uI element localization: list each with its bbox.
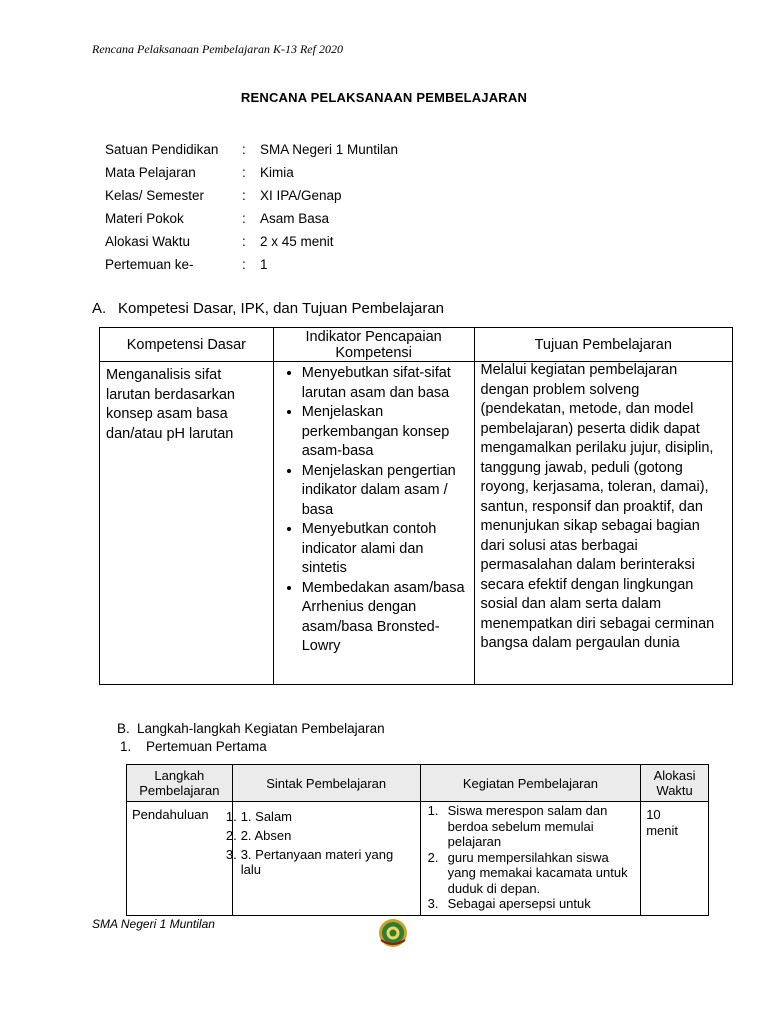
sintak-cell — [232, 802, 420, 916]
school-logo-icon — [377, 918, 409, 948]
section-b-heading — [117, 721, 385, 736]
ipk-cell — [273, 362, 474, 685]
subsection-heading — [120, 739, 267, 754]
item-text: Siswa merespon salam dan berdoa sebelum memulai pelajaran — [447, 803, 608, 849]
info-label: Materi Pokok — [105, 211, 184, 226]
tujuan-cell — [474, 362, 733, 685]
item-number: 1. — [427, 803, 439, 818]
table-row — [127, 802, 709, 916]
ipk-list — [280, 364, 468, 657]
header-ipk: Indikator Pencapaian Kompetensi — [273, 328, 474, 362]
info-value: Asam Basa — [260, 211, 330, 226]
item-number: 3. — [427, 896, 439, 911]
tujuan-text: Melalui kegiatan pembelajaran dengan problem solveng (pendekatan, metode, dan model pembelajaran) peserta didik dapat mengamalkan perilaku jujur, disiplin, tanggung jawab, peduli (gotong royong, kerjasama, toleran, damai), santun, responsif dan proaktif, dan menunjukan sikap sebagai bagian dari solusi atas berbagai permasalahan dalam berinteraksi secara efektif dengan lingkungan sosial dan alam serta dalam menempatkan diri sebagai cerminan bangsa dalam pergaulan dunia — [480, 362, 715, 651]
activity-table — [126, 764, 709, 916]
header-langkah: Langkah Pembelajaran — [127, 765, 233, 802]
info-colon: : — [242, 211, 246, 226]
table-header-row — [127, 765, 709, 802]
page-title: RENCANA PELAKSANAAN PEMBELAJARAN — [240, 90, 528, 105]
running-footer: SMA Negeri 1 Muntilan — [92, 917, 215, 931]
header-sintak: Sintak Pembelajaran — [232, 765, 420, 802]
alokasi-text: 10 menit — [646, 807, 678, 838]
list-item: • Menjelaskan pengertian indikator dalam asam / basa — [302, 462, 468, 521]
info-colon: : — [242, 188, 246, 203]
list-item: • Menjelaskan perkembangan konsep asam-basa — [302, 403, 468, 462]
header-kd: Kompetensi Dasar — [100, 328, 274, 362]
item-text: Sebagai apersepsi untuk — [447, 896, 591, 911]
langkah-numbers — [226, 807, 237, 864]
list-item: • Menyebutkan sifat-sifat larutan asam dan basa — [302, 364, 468, 403]
section-a-heading — [92, 300, 444, 317]
langkah-num: 2. — [225, 828, 237, 843]
subsection-number: 1. — [120, 739, 132, 754]
item-number: 2. — [427, 849, 439, 865]
list-item: • Membedakan asam/basa Arrhenius dengan asam/basa Bronsted-Lowry — [302, 579, 468, 657]
info-label: Alokasi Waktu — [105, 234, 191, 249]
info-value: SMA Negeri 1 Muntilan — [260, 142, 399, 157]
info-colon: : — [242, 165, 246, 180]
sintak-item: 3. Pertanyaan materi yang lalu — [240, 847, 394, 877]
table-header-row — [100, 328, 733, 362]
running-header: Rencana Pelaksanaan Pembelajaran K-13 Ref 2020 — [92, 42, 343, 56]
langkah-text: Pendahuluan — [132, 807, 209, 822]
info-value: 1 — [260, 257, 268, 272]
list-item — [426, 850, 636, 897]
list-item — [426, 896, 636, 912]
section-title: Kompetesi Dasar, IPK, dan Tujuan Pembelajaran — [118, 300, 445, 317]
langkah-num: 1. — [225, 809, 237, 824]
alokasi-cell — [641, 802, 709, 916]
info-label: Satuan Pendidikan — [105, 142, 219, 157]
info-label: Pertemuan ke- — [105, 257, 194, 272]
kegiatan-cell — [420, 802, 641, 916]
section-number: A. — [92, 300, 107, 317]
section-number: B. — [117, 721, 130, 736]
list-item: • Menyebutkan contoh indicator alami dan sintetis — [302, 520, 468, 579]
info-value: 2 x 45 menit — [260, 234, 334, 249]
sintak-item: 2. Absen — [240, 828, 292, 843]
kd-cell — [100, 362, 274, 685]
info-value: XI IPA/Genap — [260, 188, 342, 203]
item-text: guru mempersilahkan siswa yang memakai kacamata untuk duduk di depan. — [447, 849, 628, 896]
info-colon: : — [242, 257, 246, 272]
subsection-title: Pertemuan Pertama — [146, 739, 267, 754]
langkah-num: 3. — [225, 847, 237, 862]
competency-table — [99, 327, 733, 685]
info-value: Kimia — [260, 165, 294, 180]
info-colon: : — [242, 234, 246, 249]
header-alokasi: Alokasi Waktu — [641, 765, 709, 802]
sintak-item: 1. Salam — [240, 809, 293, 824]
header-kegiatan: Kegiatan Pembelajaran — [420, 765, 641, 802]
info-colon: : — [242, 142, 246, 157]
info-label: Kelas/ Semester — [105, 188, 205, 203]
kd-text: Menganalisis sifat larutan berdasarkan konsep asam basa dan/atau pH larutan — [106, 367, 235, 442]
table-row — [100, 362, 733, 685]
section-title: Langkah-langkah Kegiatan Pembelajaran — [137, 721, 385, 736]
list-item — [426, 803, 636, 850]
header-tujuan: Tujuan Pembelajaran — [474, 328, 733, 362]
info-label: Mata Pelajaran — [105, 165, 196, 180]
langkah-cell — [127, 802, 237, 916]
